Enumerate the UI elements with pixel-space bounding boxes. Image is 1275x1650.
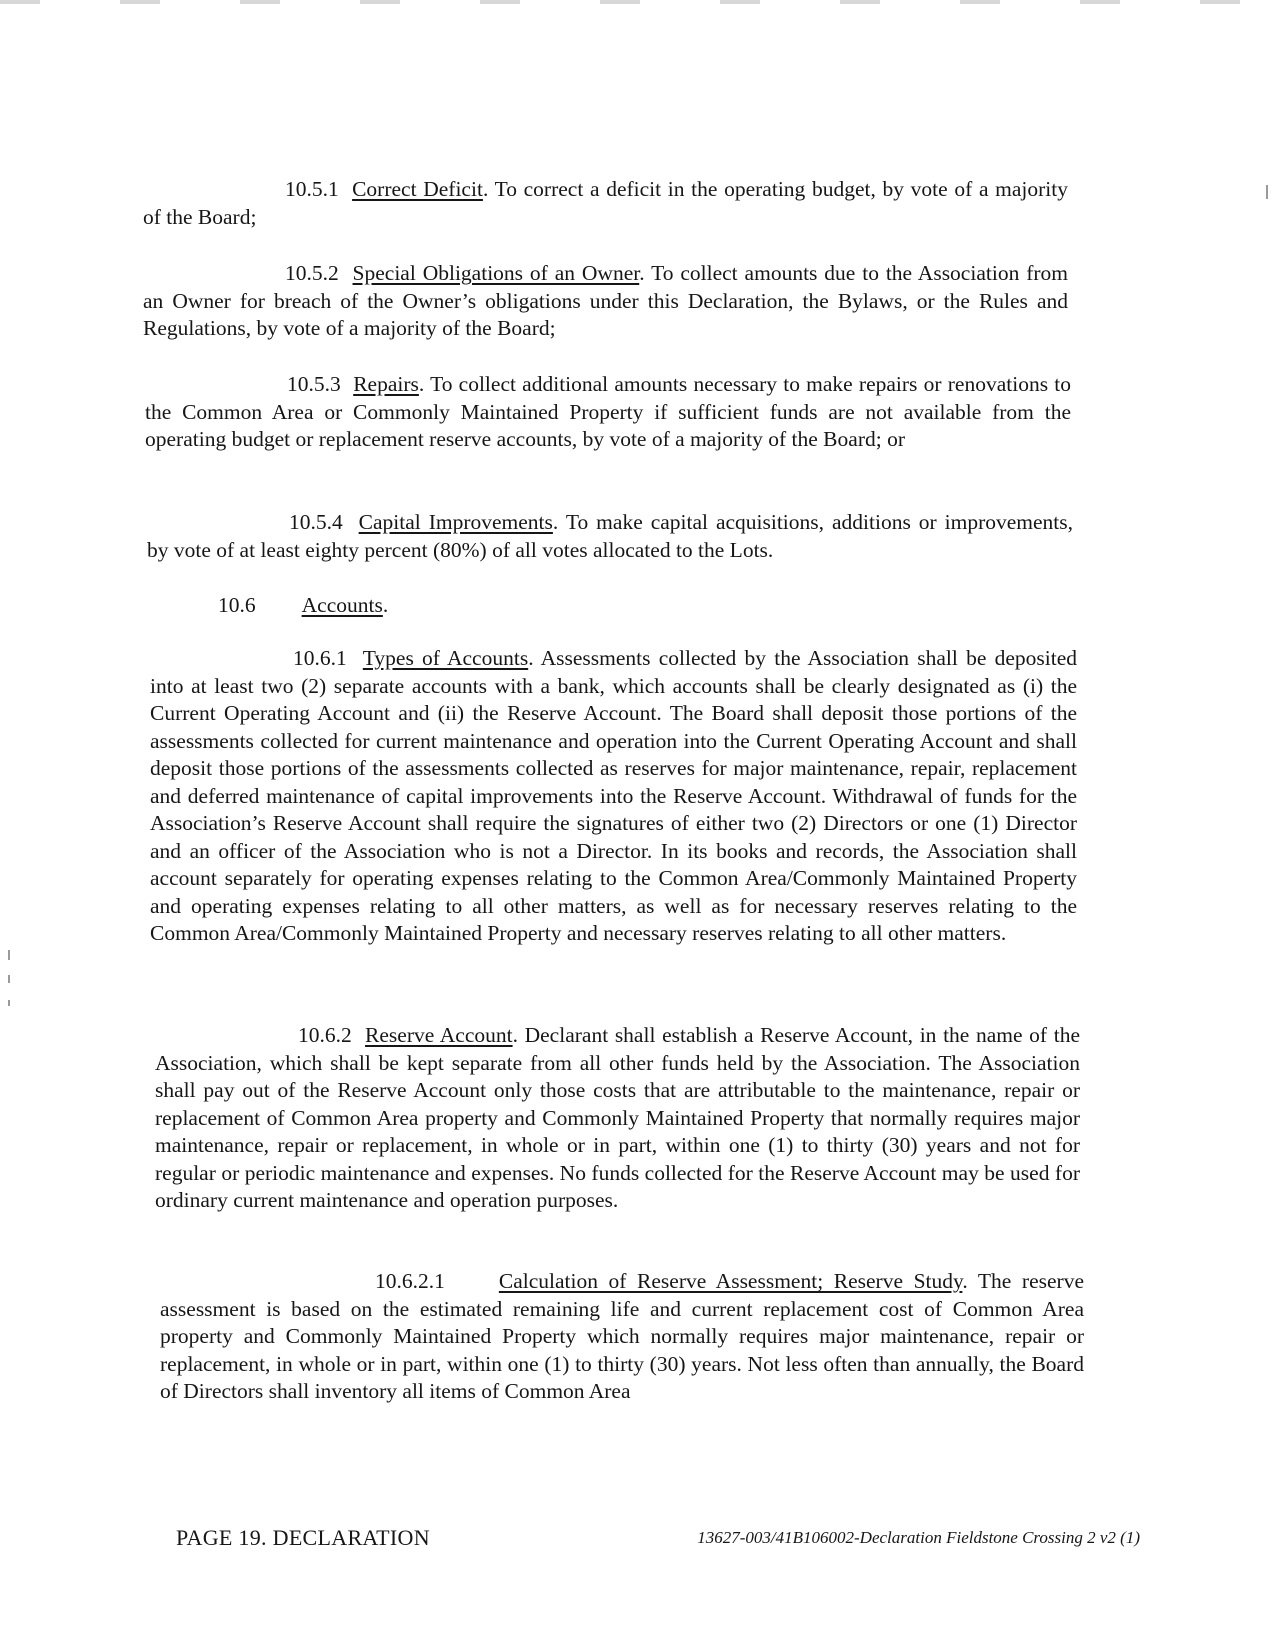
section-number: 10.6.2.1 [375, 1269, 445, 1293]
section-10-5-1 [143, 176, 1068, 231]
section-number: 10.5.1 [285, 177, 339, 201]
section-10-5-4 [147, 509, 1073, 564]
section-body: . To make capital acquisitions, additions or improvements, by vote of at least eighty percent (80%) of all votes allocated to the Lots. [147, 510, 1074, 562]
section-10-6-2-1 [160, 1268, 1084, 1406]
section-10-6-heading [218, 592, 388, 620]
section-title: Types of Accounts [362, 646, 529, 670]
section-body: . To correct a deficit in the operating budget, by vote of a majority of the Board; [143, 177, 1069, 229]
section-body: . To collect additional amounts necessary to make repairs or renovations to the Common Area or Commonly Maintained Property if sufficient funds are not available from the operating budget or replacement reserve accounts, by vote of a majority of the Board; or [145, 372, 1072, 451]
section-number: 10.5.4 [289, 510, 343, 534]
scan-margin-mark [8, 1000, 10, 1006]
section-title: Special Obligations of an Owner [352, 261, 640, 285]
section-10-5-3 [145, 371, 1071, 454]
section-body: . To collect amounts due to the Association from an Owner for breach of the Owner’s obligations under this Declaration, the Bylaws, or the Rules and Regulations, by vote of a majority of the Board; [143, 261, 1068, 340]
section-body: . The reserve assessment is based on the estimated remaining life and current replacement cost of Common Area property and Commonly Maintained Property which normally requires major maintenance, repair or replacement, in whole or in part, within one (1) to thirty (30) years. Not less often than annually, the Board of Directors shall inventory all items of Common Area [160, 1269, 1084, 1403]
footer-doc-reference: 13627-003/41B106002-Declaration Fieldstone Crossing 2 v2 (1) [697, 1528, 1140, 1547]
section-title: Capital Improvements [358, 510, 553, 534]
section-10-6-1 [150, 645, 1077, 948]
section-title: Correct Deficit [352, 177, 483, 201]
section-10-5-2 [143, 260, 1068, 343]
scan-margin-mark [1266, 185, 1268, 199]
section-number: 10.5.3 [287, 372, 341, 396]
section-number: 10.5.2 [285, 261, 339, 285]
section-number: 10.6.1 [293, 646, 347, 670]
scan-margin-mark [8, 975, 10, 983]
section-body: . Assessments collected by the Association shall be deposited into at least two (2) separate accounts with a bank, which accounts shall be clearly designated as (i) the Current Operating Account and (ii) the Reserve Account. The Board shall deposit those portions of the assessments collected for current maintenance and operation into the Current Operating Account and shall deposit those portions of the assessments collected as reserves for major maintenance, repair, replacement and deferred maintenance of capital improvements into the Reserve Account. Withdrawal of funds for the Association’s Reserve Account shall require the signatures of either two (2) Directors or one (1) Director and an officer of the Association who is not a Director. In its books and records, the Association shall account separately for operating expenses relating to the Common Area/Commonly Maintained Property and operating expenses relating to all other matters, as well as for necessary reserves relating to the Common Area/Commonly Maintained Property and necessary reserves relating to all other matters. [150, 646, 1077, 945]
section-title: Calculation of Reserve Assessment; Reserve Study [498, 1269, 963, 1293]
footer-page-label: PAGE 19. DECLARATION [176, 1525, 430, 1550]
section-title: Repairs [353, 372, 419, 396]
scan-top-edge [0, 0, 1275, 4]
section-title: Accounts [301, 593, 383, 617]
section-number: 10.6 [218, 593, 256, 617]
section-number: 10.6.2 [298, 1023, 352, 1047]
scan-margin-mark [8, 950, 10, 960]
section-title-suffix: . [382, 593, 389, 617]
section-10-6-2 [155, 1022, 1080, 1215]
section-title: Reserve Account [365, 1023, 513, 1047]
section-body: . Declarant shall establish a Reserve Account, in the name of the Association, which shall be kept separate from all other funds held by the Association. The Association shall pay out of the Reserve Account only those costs that are attributable to the maintenance, repair or replacement of Common Area property and Commonly Maintained Property that normally requires major maintenance, repair or replacement, in whole or in part, within one (1) to thirty (30) years and not for regular or periodic maintenance and expenses. No funds collected for the Reserve Account may be used for ordinary current maintenance and operation purposes. [155, 1023, 1081, 1212]
